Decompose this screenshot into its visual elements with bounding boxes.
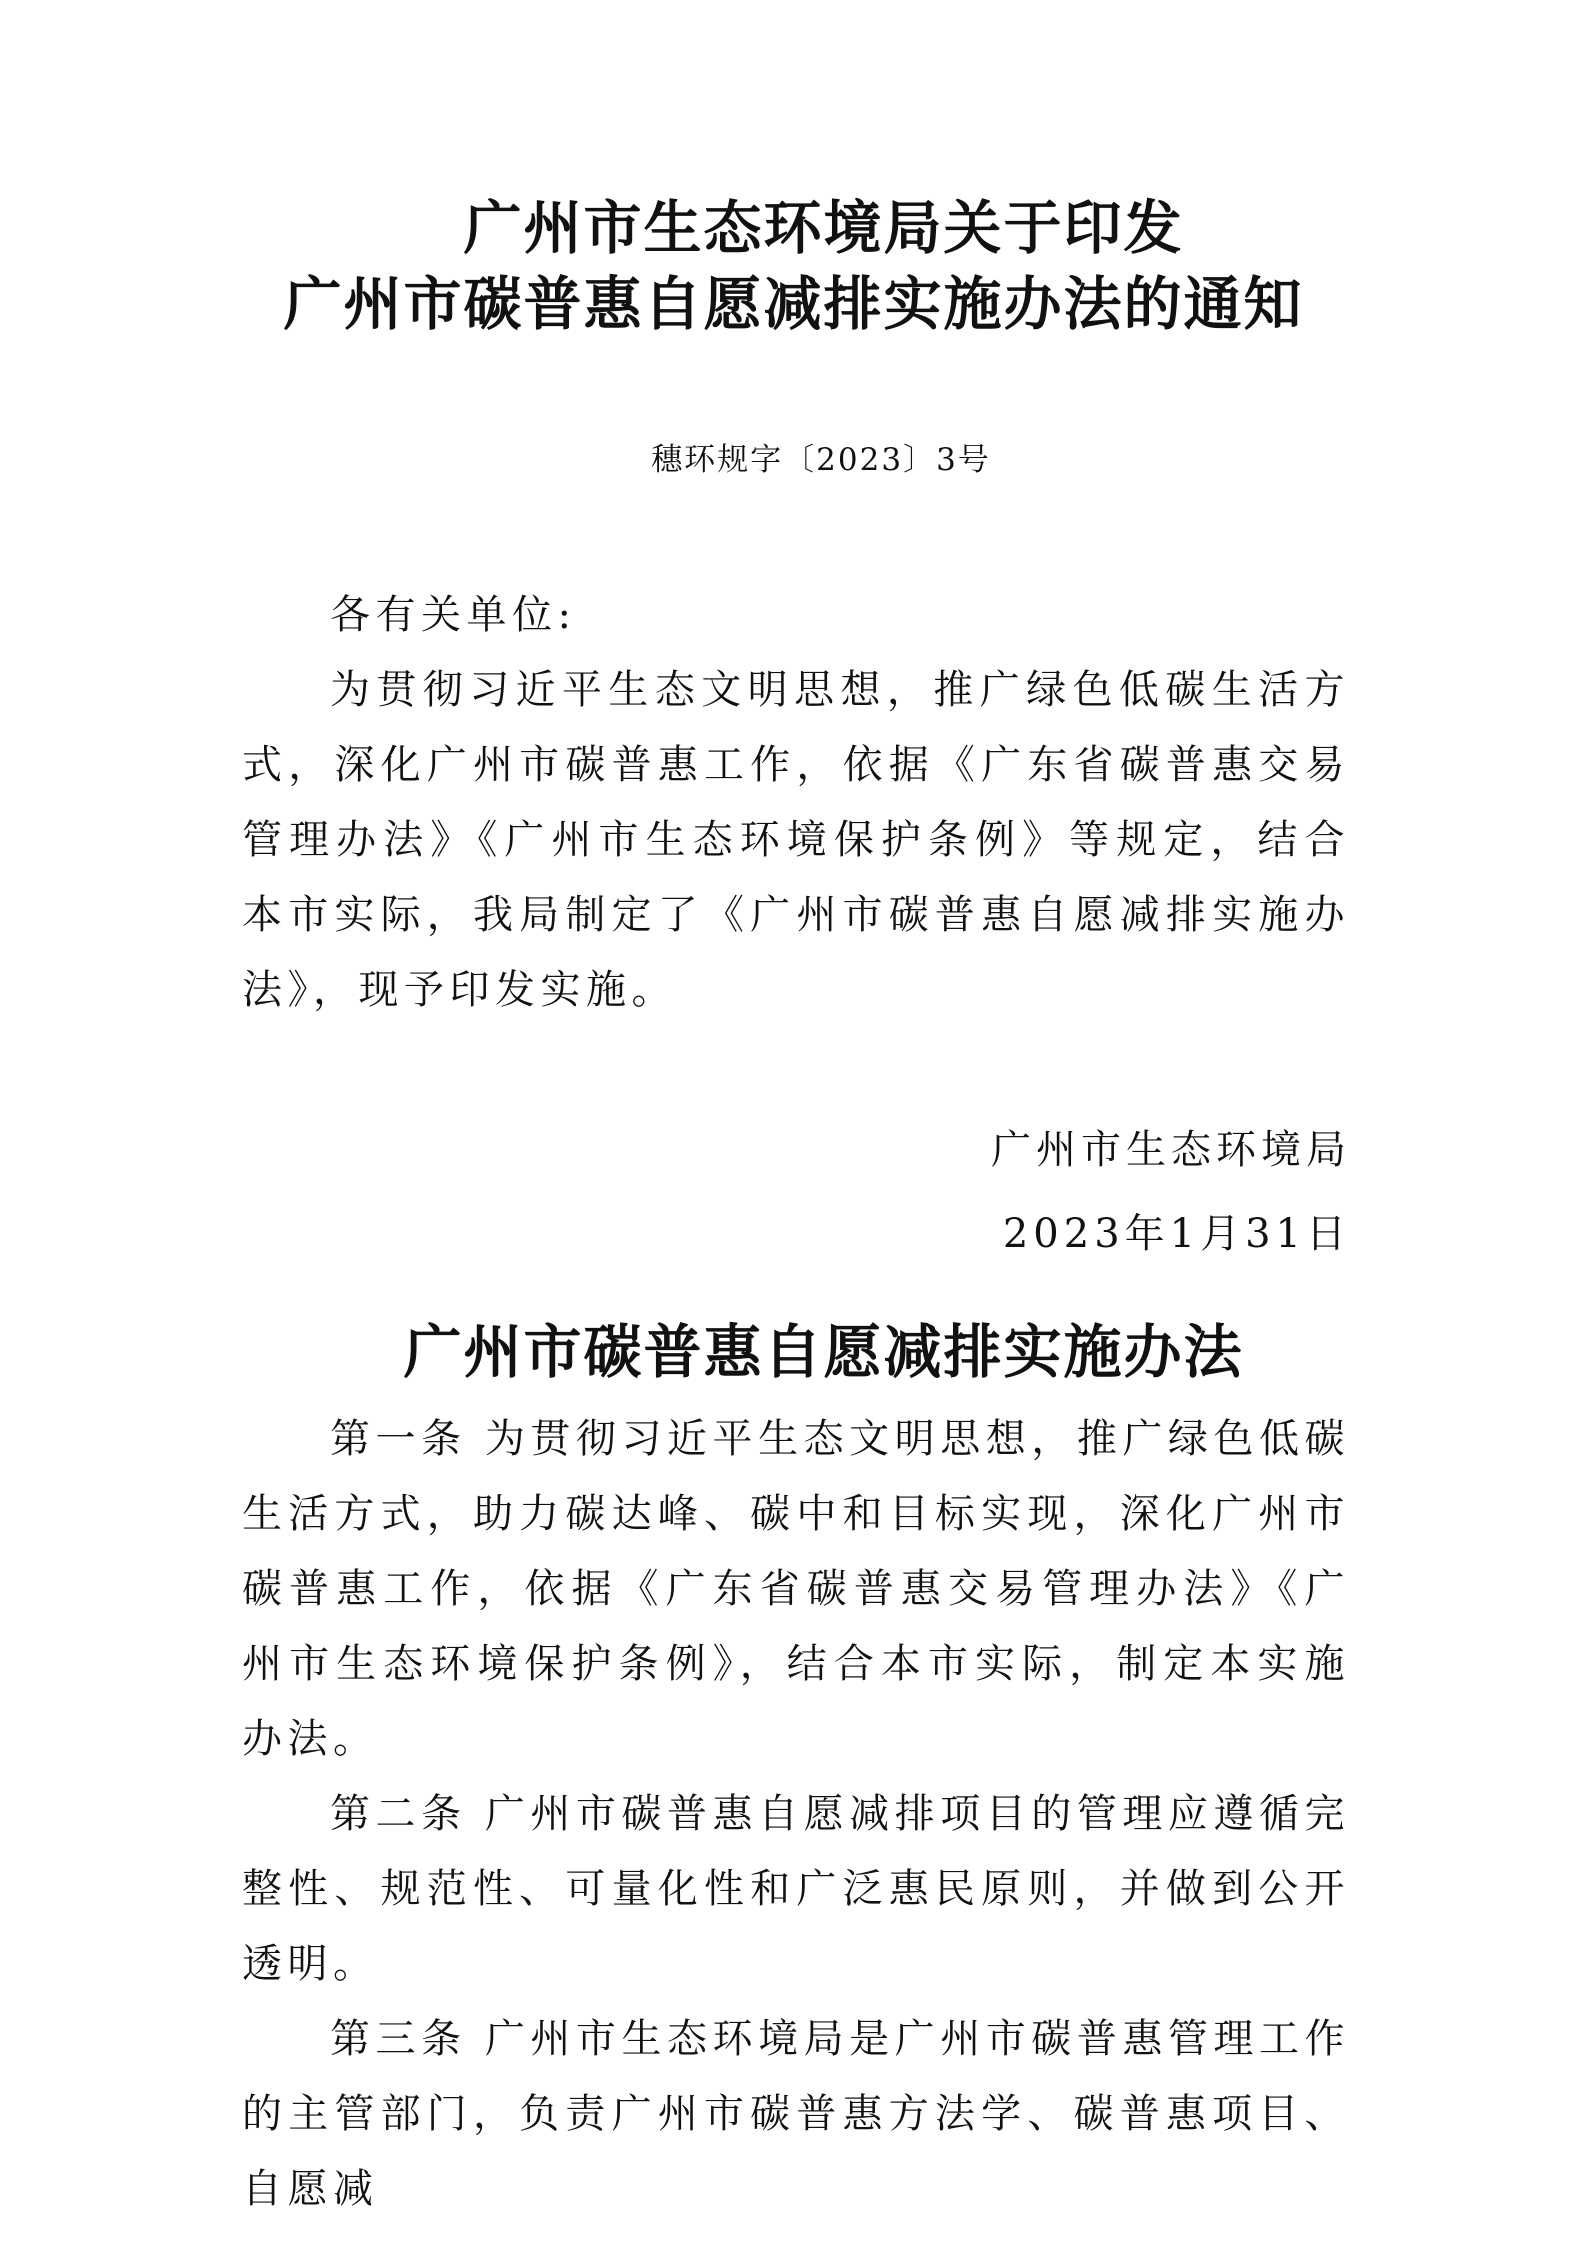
measures-title: 广州市碳普惠自愿减排实施办法 <box>403 1318 1244 1386</box>
notice-body-paragraph: 为贯彻习近平生态文明思想，推广绿色低碳生活方式，深化广州市碳普惠工作，依据《广东省碳普惠交易管理办法》《广州市生态环境保护条例》等规定，结合本市实际，我局制定了《广州市碳普惠自愿减排实施办法》，现予印发实施。 <box>242 667 1350 1013</box>
article-paragraph: 第三条 广州市生态环境局是广州市碳普惠管理工作的主管部门，负责广州市碳普惠方法学、碳普惠项目、自愿减 <box>242 2016 1350 2212</box>
salutation: 各有关单位: <box>330 592 577 638</box>
document-number: 穗环规字〔2023〕3号 <box>651 442 991 478</box>
article-paragraph: 第一条 为贯彻习近平生态文明思想，推广绿色低碳生活方式，助力碳达峰、碳中和目标实现，深化广州市碳普惠工作，依据《广东省碳普惠交易管理办法》《广州市生态环境保护条例》，结合本市实际，制定本实施办法。 <box>242 1416 1350 1762</box>
articles-list <box>242 1402 1350 2227</box>
notice-title-line-2: 广州市碳普惠自愿减排实施办法的通知 <box>283 270 1304 338</box>
issue-date: 2023年1月31日 <box>1002 1211 1351 1257</box>
issuing-authority: 广州市生态环境局 <box>991 1127 1351 1173</box>
article-paragraph: 第二条 广州市碳普惠自愿减排项目的管理应遵循完整性、规范性、可量化性和广泛惠民原则，并做到公开透明。 <box>242 1791 1350 1987</box>
notice-title <box>0 190 1587 342</box>
notice-title-line-1: 广州市生态环境局关于印发 <box>463 194 1184 262</box>
signature-block <box>991 1108 1351 1276</box>
